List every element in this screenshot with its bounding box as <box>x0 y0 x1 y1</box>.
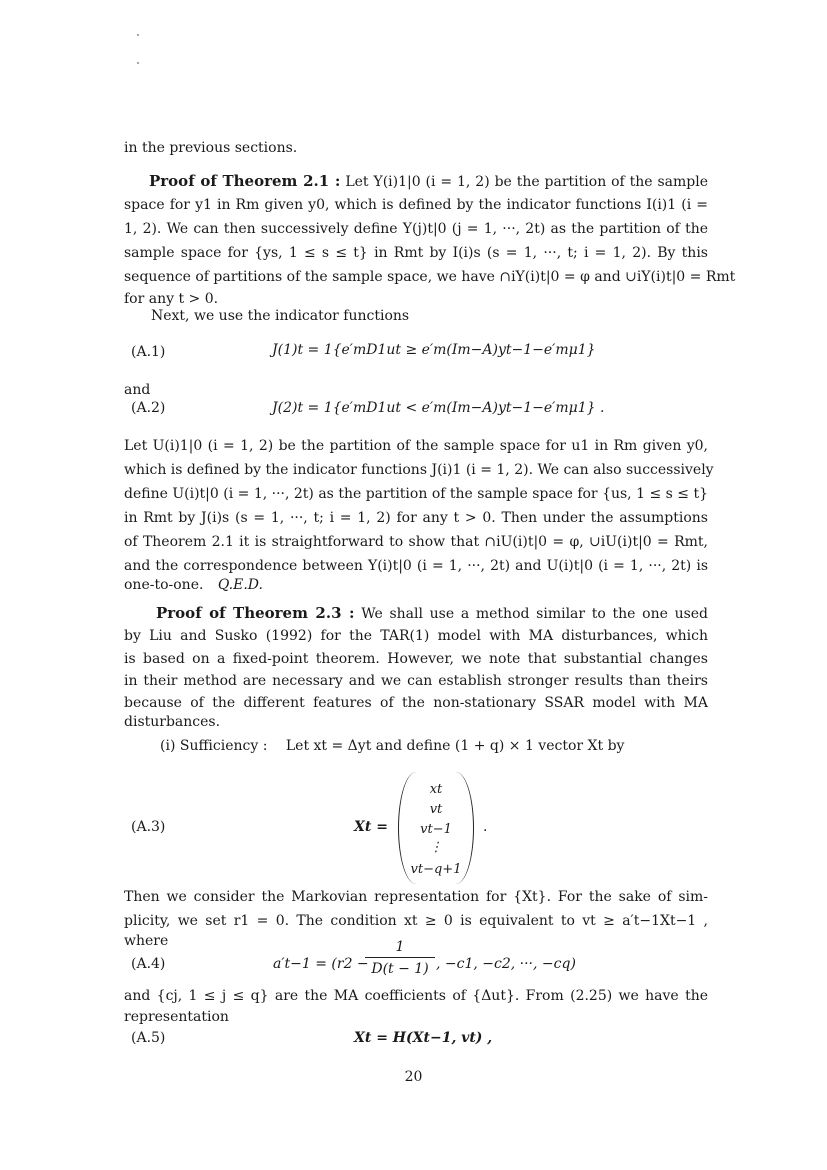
text-line <box>124 574 708 597</box>
qed: Q.E.D. <box>217 577 263 593</box>
text: Let Y(i)1|0 (i = 1, 2) be the partition of the sample <box>345 174 709 190</box>
equation-label: (A.1) <box>131 344 166 360</box>
matrix-row: ⋮ <box>429 840 443 855</box>
text-line: because of the different features of the non-stationary SSAR model with MA <box>124 695 708 711</box>
equation-a3-lhs: Xt = <box>354 819 388 835</box>
text: Let xt = Δyt and define (1 + q) × 1 vector Xt by <box>285 738 625 754</box>
page-number: 20 <box>404 1069 423 1085</box>
text-line: Let U(i)1|0 (i = 1, 2) be the partition of the sample space for u1 in Rm given y0, <box>124 438 708 454</box>
text-line: space for y1 in Rm given y0, which is defined by the indicator functions I(i)1 (i = <box>124 197 708 213</box>
text-line: sample space for {ys, 1 ≤ s ≤ t} in Rmt by I(i)s (s = 1, ···, t; i = 1, 2). By this <box>124 245 708 261</box>
text-line: Next, we use the indicator functions <box>151 308 410 324</box>
equation-a1: J(1)t = 1{e′mD1ut ≥ e′m(Im−A)yt−1−e′mμ1} <box>272 342 596 358</box>
text-line: representation <box>124 1009 229 1025</box>
matrix-row: vt <box>429 802 443 817</box>
fraction-denominator: D(t − 1) <box>371 961 429 977</box>
column-vector <box>398 772 474 884</box>
text-line: of Theorem 2.1 it is straightforward to show that ∩iU(i)t|0 = φ, ∪iU(i)t|0 = Rmt, <box>124 534 708 550</box>
text-line: where <box>124 933 169 949</box>
proof-heading: Proof of Theorem 2.1 : <box>149 172 341 190</box>
text-line: is based on a fixed-point theorem. However, we note that substantial changes <box>124 651 708 667</box>
text-line: in the previous sections. <box>124 140 298 156</box>
text: We shall use a method similar to the one used <box>361 606 709 622</box>
proof-2-1-line <box>124 170 708 194</box>
text-line: define U(i)t|0 (i = 1, ···, 2t) as the partition of the sample space for {us, 1 ≤ s ≤ t} <box>124 486 708 502</box>
equation-label: (A.4) <box>131 956 166 972</box>
text-line: 1, 2). We can then successively define Y(j)t|0 (j = 1, ···, 2t) as the partition of the <box>124 221 708 237</box>
equation-label: (A.5) <box>131 1030 166 1046</box>
proof-heading: Proof of Theorem 2.3 : <box>156 604 355 622</box>
text-line: and the correspondence between Y(i)t|0 (i = 1, ···, 2t) and U(i)t|0 (i = 1, ···, 2t) is <box>124 558 708 574</box>
equation-label: (A.3) <box>131 819 166 835</box>
text-line: by Liu and Susko (1992) for the TAR(1) model with MA disturbances, which <box>124 628 708 644</box>
proof-2-3-line <box>124 602 708 626</box>
text: (i) Sufficiency : <box>160 738 268 754</box>
text-line: Then we consider the Markovian representation for {Xt}. For the sake of sim- <box>124 889 708 905</box>
text-line: in Rmt by J(i)s (s = 1, ···, t; i = 1, 2) for any t > 0. Then under the assumptions <box>124 510 708 526</box>
sufficiency-line <box>124 735 744 758</box>
text-line: in their method are necessary and we can establish stronger results than theirs <box>124 673 708 689</box>
text-line: plicity, we set r1 = 0. The condition xt ≥ 0 is equivalent to vt ≥ a′t−1Xt−1 , <box>124 913 708 929</box>
matrix-row: vt−q+1 <box>410 862 462 877</box>
equation-label: (A.2) <box>131 400 166 416</box>
equation-a5: Xt = H(Xt−1, vt) , <box>354 1030 493 1046</box>
text: one-to-one. <box>124 577 204 593</box>
text-line: which is defined by the indicator functions J(i)1 (i = 1, 2). We can also successively <box>124 462 714 478</box>
fraction <box>365 938 435 980</box>
text-line: disturbances. <box>124 714 221 730</box>
equation-a4-lhs: a′t−1 = (r2 − <box>273 956 369 972</box>
text-line: for any t > 0. <box>124 291 219 307</box>
text-line: and <box>124 382 151 398</box>
equation-a2: J(2)t = 1{e′mD1ut < e′m(Im−A)yt−1−e′mμ1} . <box>272 400 605 416</box>
scan-speck <box>137 34 139 36</box>
scan-speck <box>137 62 139 64</box>
matrix-row: vt−1 <box>420 822 452 837</box>
fraction-numerator: 1 <box>365 938 435 958</box>
equation-a4-rest: , −c1, −c2, ···, −cq) <box>436 956 576 972</box>
matrix-row: xt <box>429 782 443 797</box>
equation-a3-end: . <box>483 819 488 835</box>
text-line: and {cj, 1 ≤ j ≤ q} are the MA coefficients of {Δut}. From (2.25) we have the <box>124 988 708 1004</box>
text-line: sequence of partitions of the sample space, we have ∩iY(i)t|0 = φ and ∪iY(i)t|0 = Rmt <box>124 269 736 285</box>
